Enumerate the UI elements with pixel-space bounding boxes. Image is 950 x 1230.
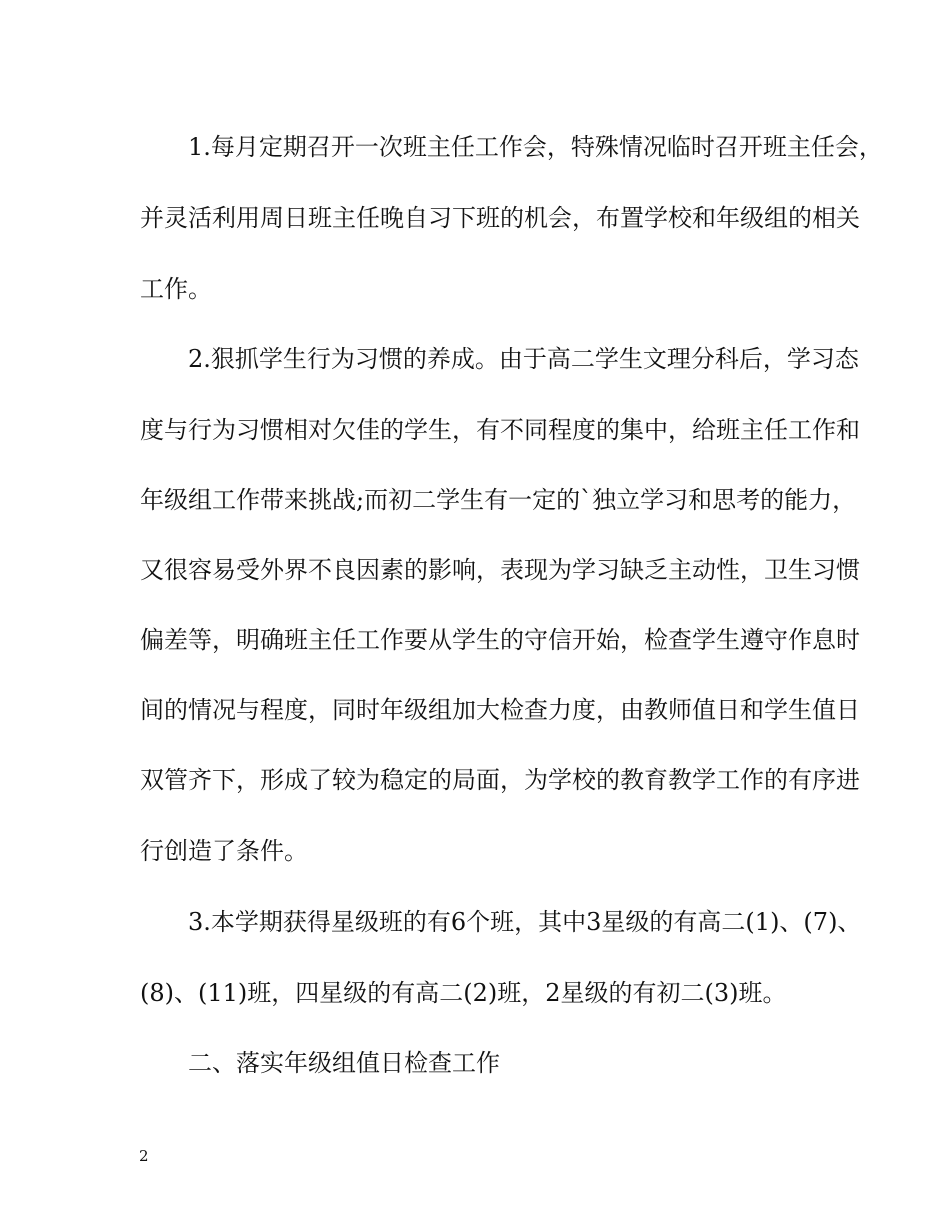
paragraph-1-line-1: 1.每月定期召开一次班主任工作会，特殊情况临时召开班主任会， — [188, 133, 883, 161]
paragraph-2-line-1: 2.狠抓学生行为习惯的养成。由于高二学生文理分科后，学习态 — [188, 345, 859, 373]
paragraph-2-line-6: 间的情况与程度，同时年级组加大检查力度，由教师值日和学生值日 — [140, 696, 860, 724]
paragraph-2-line-8: 行创造了条件。 — [140, 837, 308, 865]
paragraph-3-line-2: (8)、(11)班，四星级的有高二(2)班，2星级的有初二(3)班。 — [140, 979, 787, 1007]
paragraph-2-line-7: 双管齐下，形成了较为稳定的局面，为学校的教育教学工作的有序进 — [140, 766, 860, 794]
paragraph-1-line-3: 工作。 — [140, 275, 212, 303]
paragraph-3-line-1: 3.本学期获得星级班的有6个班，其中3星级的有高二(1)、(7)、 — [188, 908, 862, 936]
paragraph-1-line-2: 并灵活利用周日班主任晚自习下班的机会，布置学校和年级组的相关 — [140, 204, 860, 232]
page-number: 2 — [139, 1147, 149, 1165]
paragraph-2-line-3: 年级组工作带来挑战;而初二学生有一定的`独立学习和思考的能力， — [140, 486, 857, 514]
paragraph-2-line-2: 度与行为习惯相对欠佳的学生，有不同程度的集中，给班主任工作和 — [140, 416, 860, 444]
paragraph-2-line-5: 偏差等，明确班主任工作要从学生的守信开始，检查学生遵守作息时 — [140, 626, 860, 654]
section-heading: 二、落实年级组值日检查工作 — [188, 1049, 500, 1077]
paragraph-2-line-4: 又很容易受外界不良因素的影响，表现为学习缺乏主动性，卫生习惯 — [140, 556, 860, 584]
